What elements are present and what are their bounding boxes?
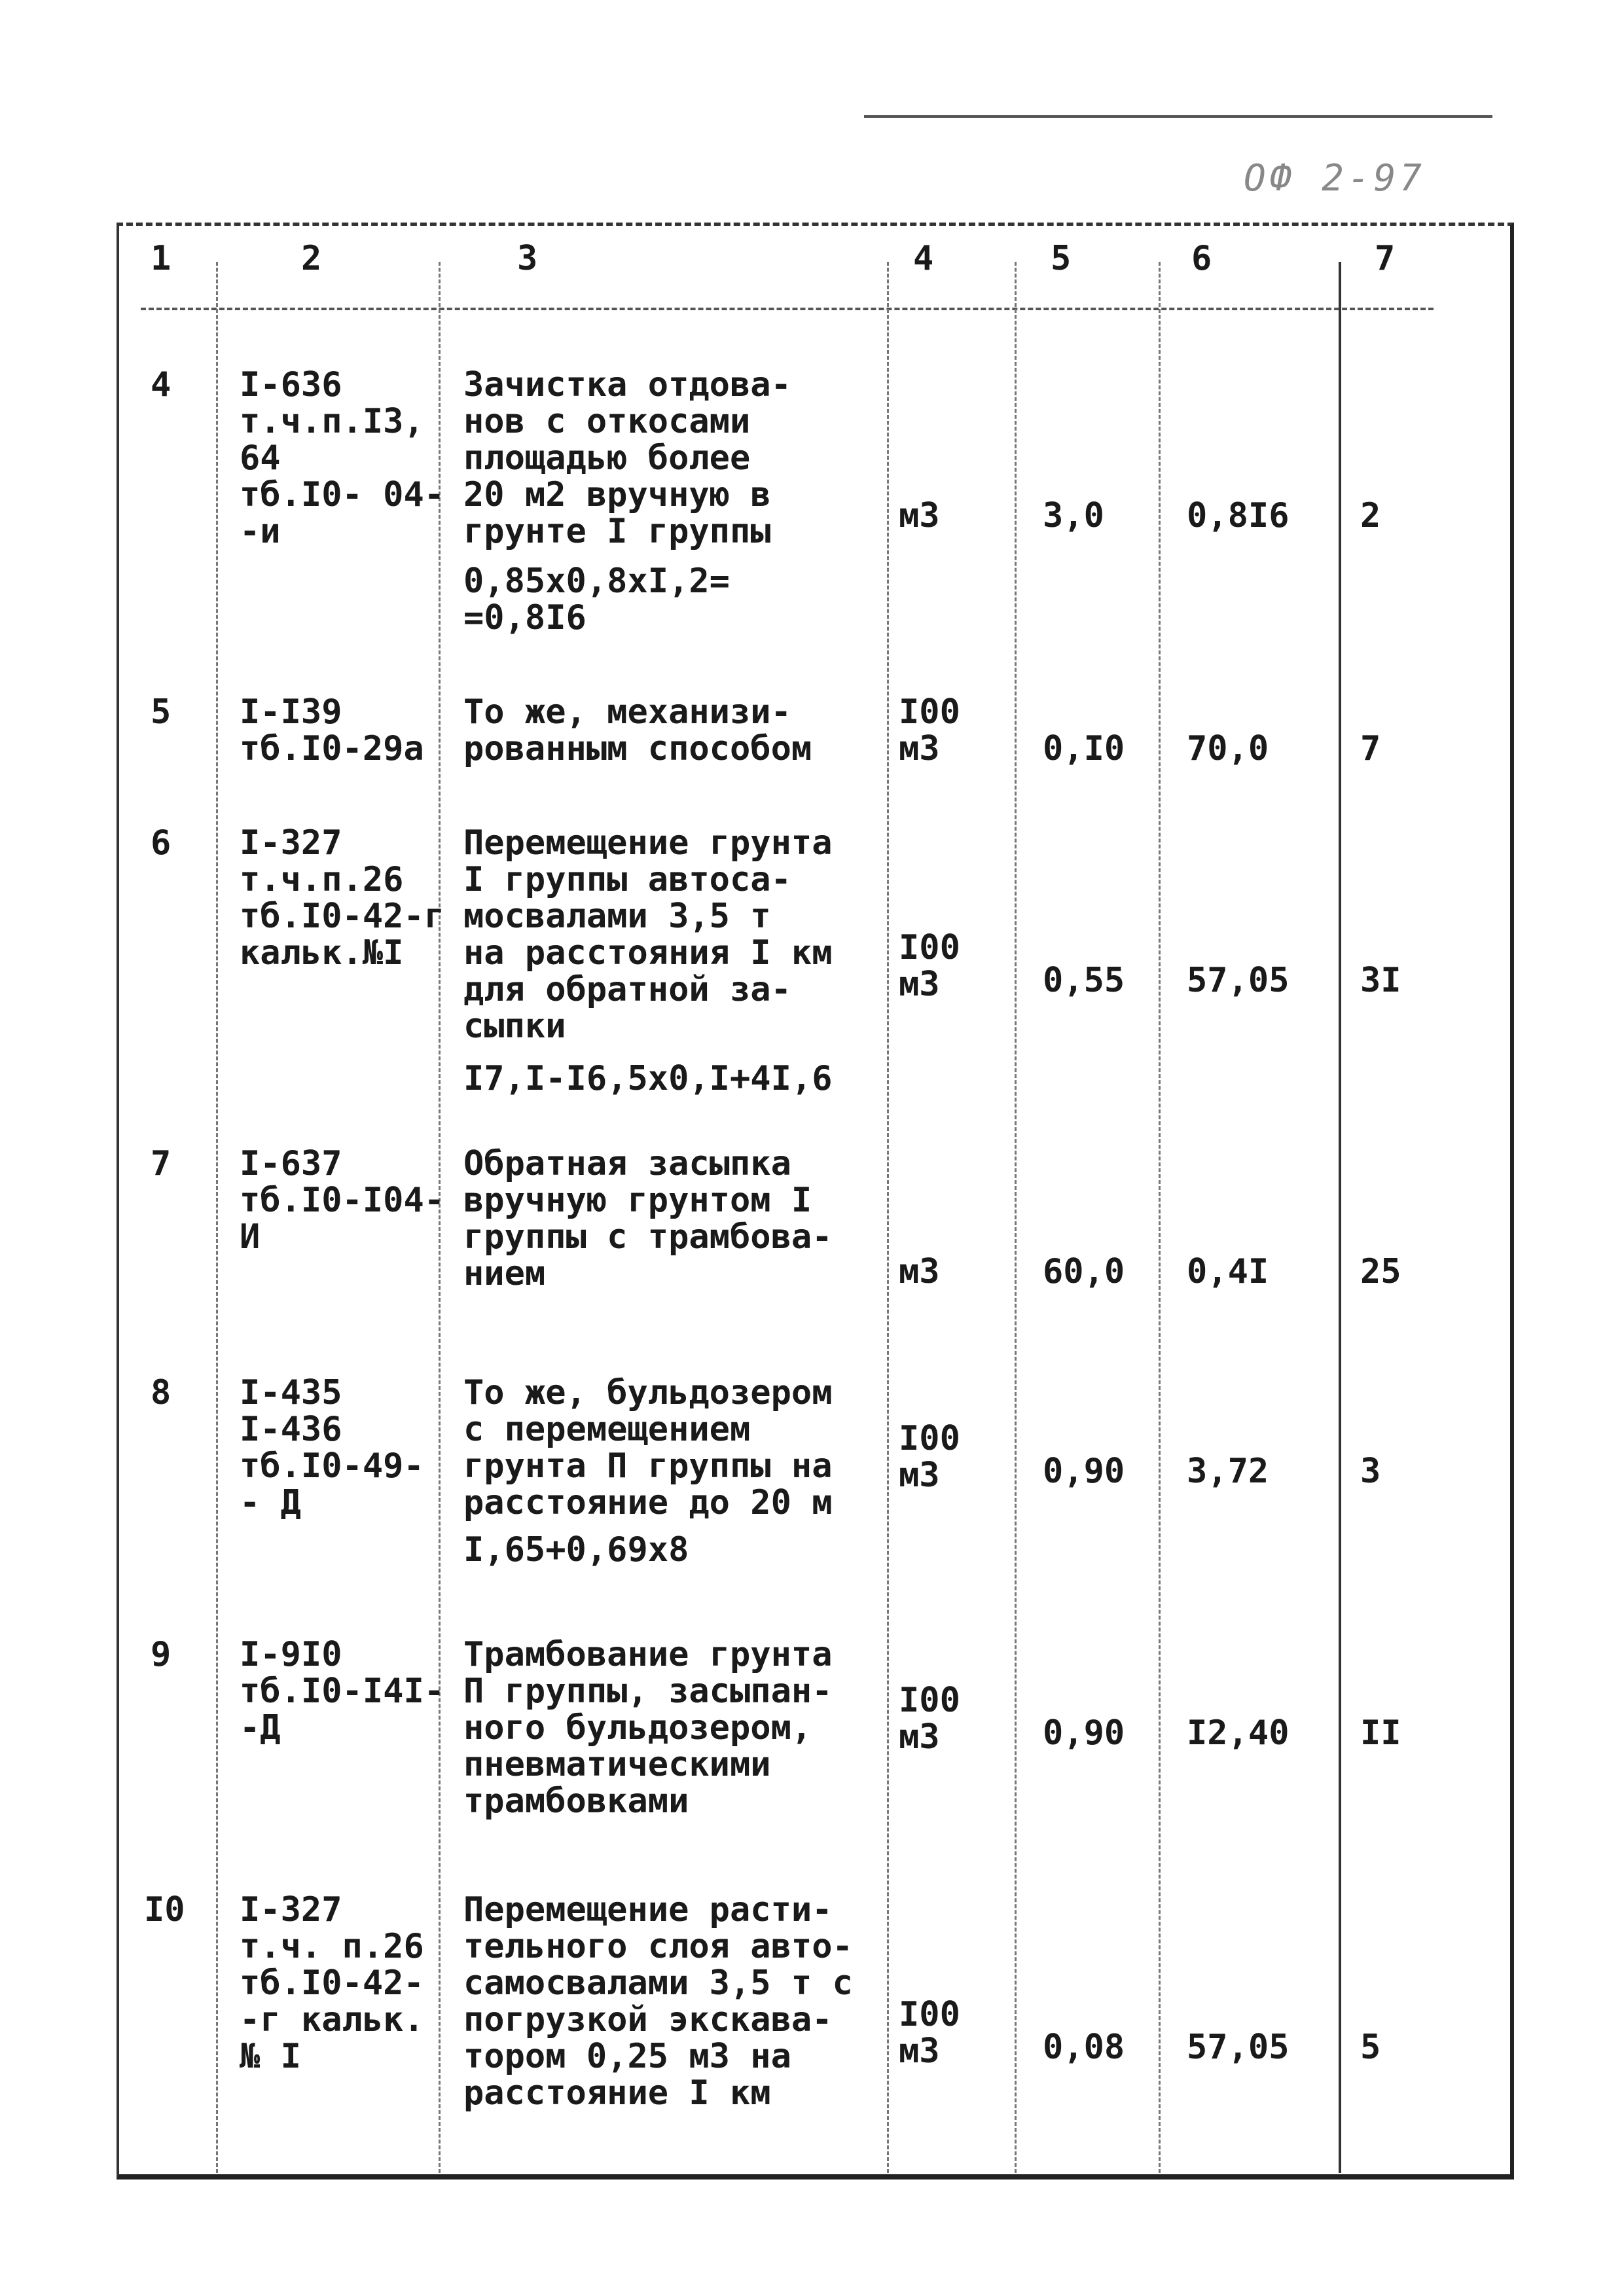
row-unit: I00 м3 [899,1681,960,1757]
row-total: 3 [1360,1452,1381,1491]
row-number: 9 [151,1635,171,1674]
column-header-6: 6 [1191,239,1212,278]
row-description: Перемещение грунта I группы автоса- мосвалами 3,5 т на расстояния I км для обратной за- сыпки [463,823,833,1046]
column-header-3: 3 [517,239,538,278]
header-divider [141,308,1434,313]
row-quantity: 60,0 [1043,1252,1125,1291]
column-divider-5 [1159,262,1161,2173]
row-code: I-327 т.ч.п.26 тб.I0-42-г кальк.№I [240,823,445,973]
column-header-5: 5 [1051,239,1072,278]
row-quantity: 0,55 [1043,961,1125,1000]
row-quantity: 0,90 [1043,1713,1125,1753]
row-number: 6 [151,823,171,863]
row-unit: I00 м3 [899,928,960,1004]
row-code: I-637 тб.I0-I04- И [240,1144,445,1257]
row-unit: I00 м3 [899,692,960,768]
row-unit: I00 м3 [899,1419,960,1495]
row-description: Трамбование грунта П группы, засыпан- ного бульдозером, пневматическими трамбовками [463,1635,833,1821]
row-number: 7 [151,1144,171,1183]
row-total: 2 [1360,496,1381,535]
top-rule [864,115,1492,118]
page-mark: ОФ 2-97 [1244,157,1426,200]
row-description: Зачистка отдова- нов с откосами площадью более 20 м2 вручную в грунте I группы [463,365,791,551]
row-description: То же, механизи- рованным способом [463,692,812,768]
row-code: I-435 I-436 тб.I0-49- - Д [240,1373,424,1522]
column-divider-1 [216,262,218,2173]
row-unit: м3 [899,1252,940,1291]
row-total: 7 [1360,729,1381,768]
column-header-7: 7 [1375,239,1396,278]
row-total: 25 [1360,1252,1401,1291]
row-quantity: 3,0 [1043,496,1104,535]
row-description: Перемещение расти- тельного слоя авто- самосвалами 3,5 т с погрузкой экскава- тором 0,25 м3 на расстояние I км [463,1890,853,2113]
row-calculation: I7,I-I6,5x0,I+4I,6 [463,1059,833,1098]
row-unit: I00 м3 [899,1995,960,2071]
row-code: I-636 т.ч.п.I3, 64 тб.I0- 04- -и [240,365,445,551]
row-total: II [1360,1713,1401,1753]
row-code: I-9I0 тб.I0-I4I- -Д [240,1635,445,1748]
column-divider-3 [887,262,889,2173]
row-number: 8 [151,1373,171,1412]
row-unit: м3 [899,496,940,535]
row-rate: I2,40 [1187,1713,1290,1753]
row-total: 3I [1360,961,1401,1000]
row-quantity: 0,90 [1043,1452,1125,1491]
row-rate: 70,0 [1187,729,1269,768]
row-rate: 57,05 [1187,2028,1290,2067]
row-code: I-I39 тб.I0-29а [240,692,424,768]
row-quantity: 0,08 [1043,2028,1125,2067]
column-header-1: 1 [151,239,171,278]
row-description: Обратная засыпка вручную грунтом I группы с трамбова- нием [463,1144,833,1293]
row-calculation: 0,85x0,8xI,2= =0,8I6 [463,562,730,637]
row-number: I0 [144,1890,185,1929]
column-divider-6 [1339,262,1341,2173]
column-header-4: 4 [913,239,934,278]
row-rate: 0,8I6 [1187,496,1290,535]
row-rate: 3,72 [1187,1452,1269,1491]
row-total: 5 [1360,2028,1381,2067]
row-rate: 0,4I [1187,1252,1269,1291]
row-quantity: 0,I0 [1043,729,1125,768]
row-number: 4 [151,365,171,404]
row-number: 5 [151,692,171,732]
row-rate: 57,05 [1187,961,1290,1000]
row-code: I-327 т.ч. п.26 тб.I0-42- -г кальк. № I [240,1890,424,2076]
row-description: То же, бульдозером с перемещением грунта П группы на расстояние до 20 м [463,1373,833,1522]
column-divider-4 [1015,262,1017,2173]
row-calculation: I,65+0,69x8 [463,1530,689,1570]
column-header-2: 2 [301,239,322,278]
